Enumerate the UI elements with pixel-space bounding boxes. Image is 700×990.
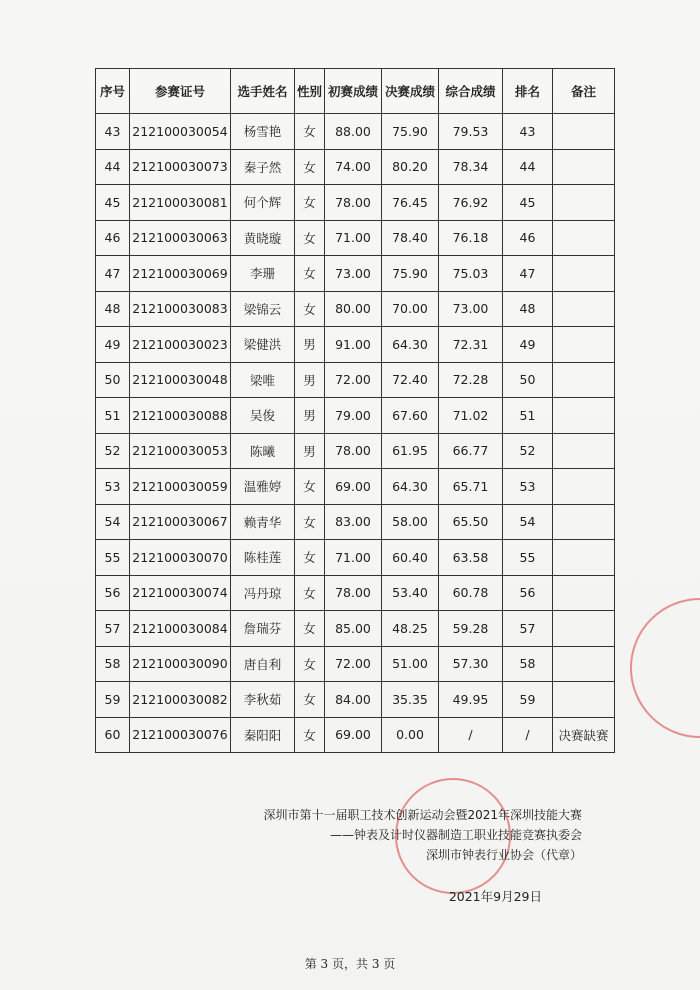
cell-name: 秦子然 bbox=[231, 149, 295, 185]
cell-total-score: 59.28 bbox=[439, 611, 503, 647]
table-row bbox=[96, 114, 615, 150]
cell-rank: 50 bbox=[503, 362, 553, 398]
table-row bbox=[96, 362, 615, 398]
cell-entry-id: 212100030088 bbox=[130, 398, 231, 434]
cell-rank: 44 bbox=[503, 149, 553, 185]
header-entry-id: 参赛证号 bbox=[130, 69, 231, 114]
cell-note bbox=[553, 682, 615, 718]
cell-final-score: 78.40 bbox=[382, 220, 439, 256]
cell-total-score: / bbox=[439, 717, 503, 753]
cell-seq: 43 bbox=[96, 114, 130, 150]
cell-note bbox=[553, 256, 615, 292]
cell-gender: 男 bbox=[295, 362, 325, 398]
cell-name: 梁健洪 bbox=[231, 327, 295, 363]
cell-entry-id: 212100030023 bbox=[130, 327, 231, 363]
cell-name: 陈桂莲 bbox=[231, 540, 295, 576]
cell-prelim-score: 85.00 bbox=[325, 611, 382, 647]
table-row bbox=[96, 327, 615, 363]
cell-seq: 54 bbox=[96, 504, 130, 540]
cell-note bbox=[553, 291, 615, 327]
cell-final-score: 61.95 bbox=[382, 433, 439, 469]
cell-note bbox=[553, 433, 615, 469]
table-row bbox=[96, 717, 615, 753]
cell-prelim-score: 79.00 bbox=[325, 398, 382, 434]
partial-seal bbox=[630, 598, 700, 738]
cell-name: 唐自利 bbox=[231, 646, 295, 682]
cell-prelim-score: 80.00 bbox=[325, 291, 382, 327]
cell-prelim-score: 69.00 bbox=[325, 469, 382, 505]
cell-entry-id: 212100030083 bbox=[130, 291, 231, 327]
cell-final-score: 64.30 bbox=[382, 327, 439, 363]
header-rank: 排名 bbox=[503, 69, 553, 114]
cell-total-score: 79.53 bbox=[439, 114, 503, 150]
cell-note bbox=[553, 504, 615, 540]
table-row bbox=[96, 575, 615, 611]
footer-line-2: ——钟表及计时仪器制造工职业技能竞赛执委会 bbox=[329, 828, 582, 842]
cell-gender: 女 bbox=[295, 575, 325, 611]
cell-seq: 50 bbox=[96, 362, 130, 398]
cell-name: 赖青华 bbox=[231, 504, 295, 540]
cell-prelim-score: 72.00 bbox=[325, 646, 382, 682]
cell-name: 黄晓璇 bbox=[231, 220, 295, 256]
cell-note bbox=[553, 469, 615, 505]
cell-note bbox=[553, 398, 615, 434]
cell-rank: 47 bbox=[503, 256, 553, 292]
cell-entry-id: 212100030082 bbox=[130, 682, 231, 718]
cell-final-score: 72.40 bbox=[382, 362, 439, 398]
cell-rank: 58 bbox=[503, 646, 553, 682]
header-final-score: 决赛成绩 bbox=[382, 69, 439, 114]
footer-line-1: 深圳市第十一届职工技术创新运动会暨2021年深圳技能大赛 bbox=[263, 808, 582, 822]
header-note: 备注 bbox=[553, 69, 615, 114]
cell-final-score: 75.90 bbox=[382, 114, 439, 150]
cell-note bbox=[553, 575, 615, 611]
cell-prelim-score: 83.00 bbox=[325, 504, 382, 540]
cell-entry-id: 212100030069 bbox=[130, 256, 231, 292]
header-prelim-score: 初赛成绩 bbox=[325, 69, 382, 114]
cell-name: 詹瑞芬 bbox=[231, 611, 295, 647]
cell-name: 李秋茹 bbox=[231, 682, 295, 718]
cell-rank: 49 bbox=[503, 327, 553, 363]
cell-note bbox=[553, 611, 615, 647]
table-row bbox=[96, 291, 615, 327]
footer-line-3: 深圳市钟表行业协会（代章） bbox=[425, 848, 582, 862]
footer-signature bbox=[263, 805, 582, 907]
cell-rank: 54 bbox=[503, 504, 553, 540]
cell-entry-id: 212100030081 bbox=[130, 185, 231, 221]
cell-rank: 43 bbox=[503, 114, 553, 150]
cell-gender: 男 bbox=[295, 398, 325, 434]
header-total-score: 综合成绩 bbox=[439, 69, 503, 114]
table-body bbox=[96, 114, 615, 753]
cell-gender: 女 bbox=[295, 717, 325, 753]
cell-rank: 48 bbox=[503, 291, 553, 327]
cell-total-score: 60.78 bbox=[439, 575, 503, 611]
cell-name: 何个辉 bbox=[231, 185, 295, 221]
cell-entry-id: 212100030084 bbox=[130, 611, 231, 647]
cell-name: 吴俊 bbox=[231, 398, 295, 434]
table-header-row bbox=[96, 69, 615, 114]
cell-gender: 女 bbox=[295, 185, 325, 221]
cell-note bbox=[553, 149, 615, 185]
cell-gender: 女 bbox=[295, 114, 325, 150]
cell-seq: 49 bbox=[96, 327, 130, 363]
cell-final-score: 75.90 bbox=[382, 256, 439, 292]
cell-prelim-score: 78.00 bbox=[325, 575, 382, 611]
cell-note bbox=[553, 185, 615, 221]
table-row bbox=[96, 504, 615, 540]
cell-seq: 55 bbox=[96, 540, 130, 576]
cell-entry-id: 212100030074 bbox=[130, 575, 231, 611]
cell-gender: 女 bbox=[295, 682, 325, 718]
cell-final-score: 51.00 bbox=[382, 646, 439, 682]
cell-gender: 女 bbox=[295, 504, 325, 540]
cell-prelim-score: 72.00 bbox=[325, 362, 382, 398]
cell-gender: 女 bbox=[295, 611, 325, 647]
cell-seq: 58 bbox=[96, 646, 130, 682]
cell-seq: 60 bbox=[96, 717, 130, 753]
cell-entry-id: 212100030073 bbox=[130, 149, 231, 185]
cell-total-score: 71.02 bbox=[439, 398, 503, 434]
cell-gender: 女 bbox=[295, 256, 325, 292]
cell-total-score: 72.28 bbox=[439, 362, 503, 398]
cell-name: 梁锦云 bbox=[231, 291, 295, 327]
cell-gender: 女 bbox=[295, 540, 325, 576]
cell-entry-id: 212100030053 bbox=[130, 433, 231, 469]
cell-total-score: 78.34 bbox=[439, 149, 503, 185]
cell-seq: 45 bbox=[96, 185, 130, 221]
cell-final-score: 80.20 bbox=[382, 149, 439, 185]
cell-rank: 52 bbox=[503, 433, 553, 469]
table-row bbox=[96, 540, 615, 576]
header-seq: 序号 bbox=[96, 69, 130, 114]
cell-rank: 59 bbox=[503, 682, 553, 718]
cell-gender: 女 bbox=[295, 291, 325, 327]
cell-gender: 男 bbox=[295, 327, 325, 363]
cell-final-score: 53.40 bbox=[382, 575, 439, 611]
cell-rank: 46 bbox=[503, 220, 553, 256]
cell-note bbox=[553, 327, 615, 363]
table-row bbox=[96, 220, 615, 256]
cell-gender: 女 bbox=[295, 220, 325, 256]
cell-final-score: 60.40 bbox=[382, 540, 439, 576]
cell-note bbox=[553, 220, 615, 256]
cell-gender: 女 bbox=[295, 149, 325, 185]
cell-total-score: 76.18 bbox=[439, 220, 503, 256]
cell-name: 梁唯 bbox=[231, 362, 295, 398]
cell-final-score: 58.00 bbox=[382, 504, 439, 540]
cell-seq: 44 bbox=[96, 149, 130, 185]
page-number: 第 3 页，共 3 页 bbox=[304, 957, 396, 971]
cell-seq: 51 bbox=[96, 398, 130, 434]
cell-prelim-score: 78.00 bbox=[325, 185, 382, 221]
cell-total-score: 72.31 bbox=[439, 327, 503, 363]
cell-name: 杨雪艳 bbox=[231, 114, 295, 150]
table-row bbox=[96, 646, 615, 682]
cell-final-score: 70.00 bbox=[382, 291, 439, 327]
cell-name: 冯丹琼 bbox=[231, 575, 295, 611]
table-row bbox=[96, 256, 615, 292]
cell-total-score: 65.71 bbox=[439, 469, 503, 505]
cell-prelim-score: 74.00 bbox=[325, 149, 382, 185]
header-name: 选手姓名 bbox=[231, 69, 295, 114]
cell-prelim-score: 73.00 bbox=[325, 256, 382, 292]
cell-name: 陈曦 bbox=[231, 433, 295, 469]
cell-rank: 55 bbox=[503, 540, 553, 576]
cell-total-score: 66.77 bbox=[439, 433, 503, 469]
cell-prelim-score: 71.00 bbox=[325, 540, 382, 576]
cell-rank: 56 bbox=[503, 575, 553, 611]
cell-name: 李珊 bbox=[231, 256, 295, 292]
cell-prelim-score: 69.00 bbox=[325, 717, 382, 753]
cell-prelim-score: 91.00 bbox=[325, 327, 382, 363]
cell-seq: 47 bbox=[96, 256, 130, 292]
table-row bbox=[96, 682, 615, 718]
cell-gender: 男 bbox=[295, 433, 325, 469]
cell-final-score: 64.30 bbox=[382, 469, 439, 505]
cell-seq: 48 bbox=[96, 291, 130, 327]
table-row bbox=[96, 185, 615, 221]
cell-note bbox=[553, 646, 615, 682]
header-gender: 性别 bbox=[295, 69, 325, 114]
cell-final-score: 35.35 bbox=[382, 682, 439, 718]
cell-seq: 56 bbox=[96, 575, 130, 611]
table-row bbox=[96, 149, 615, 185]
cell-total-score: 76.92 bbox=[439, 185, 503, 221]
table-row bbox=[96, 398, 615, 434]
cell-total-score: 75.03 bbox=[439, 256, 503, 292]
cell-prelim-score: 88.00 bbox=[325, 114, 382, 150]
cell-final-score: 76.45 bbox=[382, 185, 439, 221]
cell-seq: 52 bbox=[96, 433, 130, 469]
cell-gender: 女 bbox=[295, 469, 325, 505]
cell-name: 温雅婷 bbox=[231, 469, 295, 505]
cell-note bbox=[553, 114, 615, 150]
cell-name: 秦阳阳 bbox=[231, 717, 295, 753]
cell-total-score: 63.58 bbox=[439, 540, 503, 576]
cell-seq: 46 bbox=[96, 220, 130, 256]
cell-entry-id: 212100030063 bbox=[130, 220, 231, 256]
results-table bbox=[95, 68, 615, 753]
cell-final-score: 48.25 bbox=[382, 611, 439, 647]
cell-rank: 51 bbox=[503, 398, 553, 434]
cell-seq: 57 bbox=[96, 611, 130, 647]
cell-total-score: 49.95 bbox=[439, 682, 503, 718]
cell-gender: 女 bbox=[295, 646, 325, 682]
footer-date: 2021年9月29日 bbox=[448, 889, 542, 904]
cell-total-score: 57.30 bbox=[439, 646, 503, 682]
cell-rank: 57 bbox=[503, 611, 553, 647]
cell-entry-id: 212100030067 bbox=[130, 504, 231, 540]
cell-final-score: 67.60 bbox=[382, 398, 439, 434]
cell-prelim-score: 78.00 bbox=[325, 433, 382, 469]
cell-entry-id: 212100030076 bbox=[130, 717, 231, 753]
table-row bbox=[96, 469, 615, 505]
cell-prelim-score: 84.00 bbox=[325, 682, 382, 718]
cell-entry-id: 212100030090 bbox=[130, 646, 231, 682]
cell-seq: 59 bbox=[96, 682, 130, 718]
cell-entry-id: 212100030054 bbox=[130, 114, 231, 150]
table-row bbox=[96, 433, 615, 469]
cell-total-score: 73.00 bbox=[439, 291, 503, 327]
cell-seq: 53 bbox=[96, 469, 130, 505]
cell-rank: / bbox=[503, 717, 553, 753]
cell-note bbox=[553, 540, 615, 576]
cell-rank: 53 bbox=[503, 469, 553, 505]
cell-entry-id: 212100030048 bbox=[130, 362, 231, 398]
cell-note bbox=[553, 362, 615, 398]
cell-entry-id: 212100030070 bbox=[130, 540, 231, 576]
cell-entry-id: 212100030059 bbox=[130, 469, 231, 505]
cell-final-score: 0.00 bbox=[382, 717, 439, 753]
cell-rank: 45 bbox=[503, 185, 553, 221]
cell-note: 决赛缺赛 bbox=[553, 717, 615, 753]
table-row bbox=[96, 611, 615, 647]
cell-total-score: 65.50 bbox=[439, 504, 503, 540]
cell-prelim-score: 71.00 bbox=[325, 220, 382, 256]
